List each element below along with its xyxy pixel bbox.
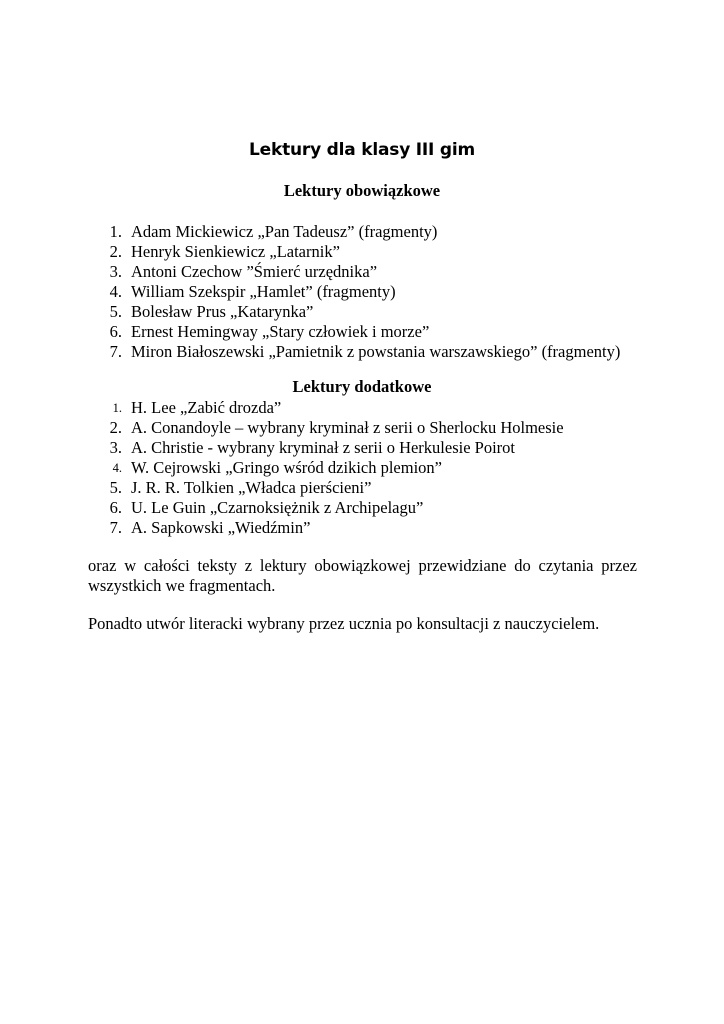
- document-title: Lektury dla klasy III gim: [249, 140, 475, 160]
- list-item-text: Adam Mickiewicz „Pan Tadeusz” (fragmenty): [131, 222, 438, 241]
- required-readings-heading: Lektury obowiązkowe: [283, 181, 441, 200]
- list-item-number: 3.: [109, 262, 122, 281]
- list-item-number: 5.: [109, 302, 122, 321]
- list-item-text: Antoni Czechow ”Śmierć urzędnika”: [131, 262, 378, 281]
- extra-readings-heading: Lektury dodatkowe: [292, 377, 432, 396]
- list-item-text: Henryk Sienkiewicz „Latarnik”: [131, 242, 340, 261]
- list-item-text: A. Sapkowski „Wiedźmin”: [131, 518, 311, 537]
- list-item-text: H. Lee „Zabić drozda”: [131, 398, 282, 417]
- list-item-text: William Szekspir „Hamlet” (fragmenty): [131, 282, 396, 301]
- list-item-text: J. R. R. Tolkien „Władca pierścieni”: [131, 478, 372, 497]
- list-item-number: 2.: [109, 242, 122, 261]
- list-item-text: Ernest Hemingway „Stary człowiek i morze”: [131, 322, 430, 341]
- list-item-number: 2.: [109, 418, 122, 437]
- list-item-number: 5.: [109, 478, 122, 497]
- list-item-number: 3.: [109, 438, 122, 457]
- list-item-number: 6.: [109, 322, 122, 341]
- list-item-number: 6.: [109, 498, 122, 517]
- body-paragraph-fragments: oraz w całości teksty z lektury obowiązkowej przewidziane do czytania przez wszystkich we fragmentach.: [88, 556, 637, 595]
- list-item-text: A. Christie - wybrany kryminał z serii o Herkulesie Poirot: [131, 438, 516, 457]
- list-item-number: 4.: [109, 282, 122, 301]
- list-item-text: A. Conandoyle – wybrany kryminał z serii o Sherlocku Holmesie: [131, 418, 564, 437]
- list-item-text: Miron Białoszewski „Pamietnik z powstania warszawskiego” (fragmenty): [131, 342, 621, 361]
- body-paragraph-elective: Ponadto utwór literacki wybrany przez ucznia po konsultacji z nauczycielem.: [88, 614, 600, 633]
- list-item-number: 1.: [109, 222, 122, 241]
- list-item-text: W. Cejrowski „Gringo wśród dzikich plemion”: [131, 458, 443, 477]
- list-item-text: Bolesław Prus „Katarynka”: [131, 302, 314, 321]
- list-item-number: 7.: [109, 518, 122, 537]
- list-item-text: U. Le Guin „Czarnoksiężnik z Archipelagu”: [131, 498, 424, 517]
- list-item-number: 1.: [112, 401, 122, 415]
- list-item-number: 7.: [109, 342, 122, 361]
- list-item-number: 4.: [112, 461, 122, 475]
